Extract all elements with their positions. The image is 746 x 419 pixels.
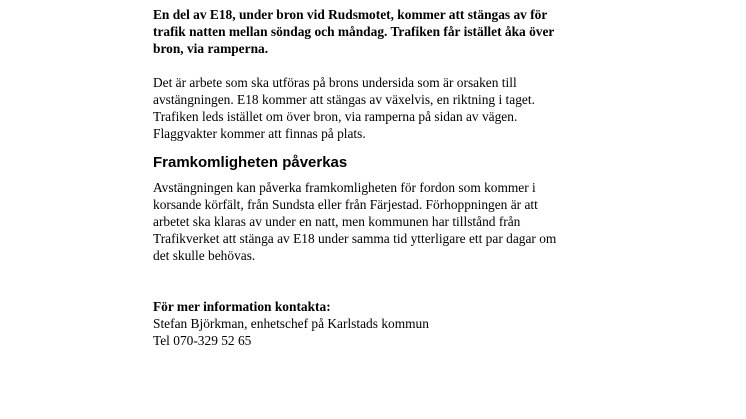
lead-line: bron, via ramperna.	[153, 41, 269, 56]
body-line: korsande körfält, från Sundsta eller från Färjestad. Förhoppningen är att	[153, 197, 538, 212]
body-line: avstängningen. E18 kommer att stängas av växelvis, en riktning i taget.	[153, 92, 535, 107]
body-paragraph-2	[153, 179, 623, 264]
contact-name: Stefan Björkman, enhetschef på Karlstads kommun	[153, 316, 429, 331]
press-release	[153, 6, 623, 349]
lead-line: En del av E18, under bron vid Rudsmotet, kommer att stängas av för	[153, 7, 548, 22]
contact-heading: För mer information kontakta:	[153, 299, 331, 314]
body-line: Trafiken leds istället om över bron, via ramperna på sidan av vägen.	[153, 109, 518, 124]
body-line: Avstängningen kan påverka framkomligheten för fordon som kommer i	[153, 180, 536, 195]
body-line: det skulle behövas.	[153, 248, 256, 263]
body-line: Flaggvakter kommer att finnas på plats.	[153, 126, 366, 141]
body-line: Trafikverket att stänga av E18 under samma tid ytterligare ett par dagar om	[153, 231, 557, 246]
contact-phone: Tel 070-329 52 65	[153, 333, 252, 348]
body-line: Det är arbete som ska utföras på brons undersida som är orsaken till	[153, 75, 517, 90]
body-line: arbetet ska klaras av under en natt, men kommunen har tillstånd från	[153, 214, 521, 229]
section-heading: Framkomligheten påverkas	[153, 154, 348, 171]
lead-line: trafik natten mellan söndag och måndag. Trafiken får istället åka över	[153, 24, 555, 39]
lead-paragraph	[153, 6, 623, 57]
body-paragraph-1	[153, 74, 623, 142]
contact-block	[153, 298, 623, 349]
